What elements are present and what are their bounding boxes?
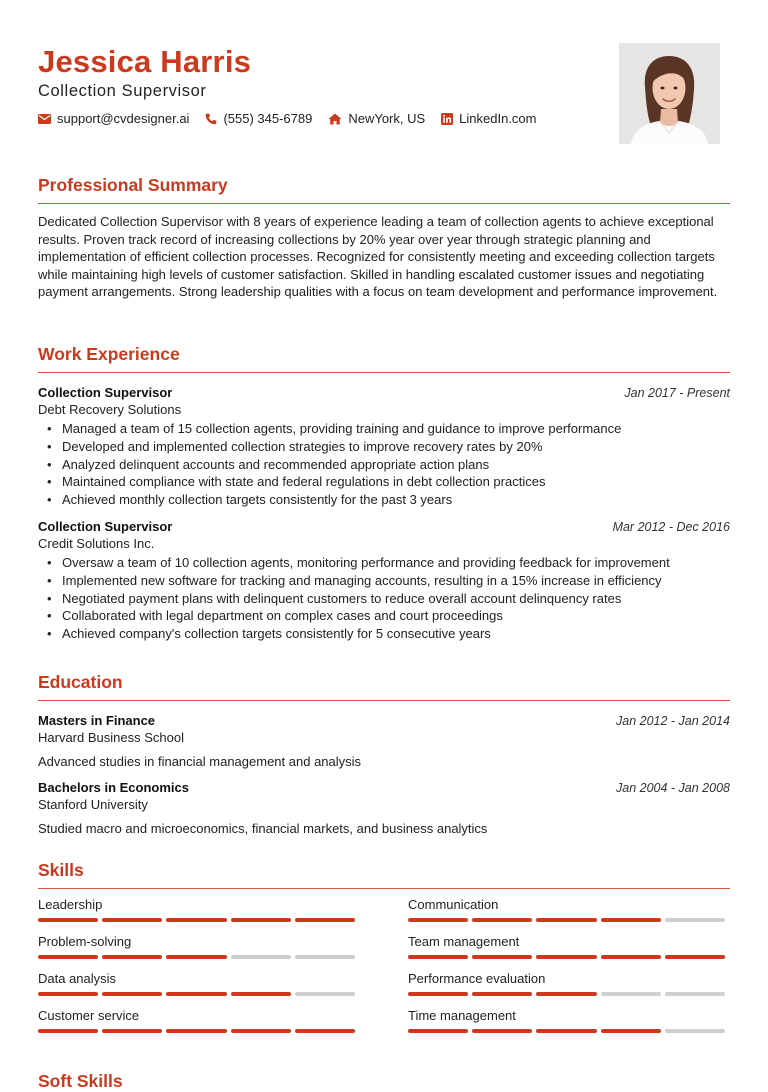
skill-item xyxy=(38,971,359,1008)
skill-segment-empty xyxy=(665,992,725,996)
job-bullets xyxy=(38,420,730,509)
envelope-icon xyxy=(38,114,51,124)
school-name: Stanford University xyxy=(38,797,148,812)
skill-segment-filled xyxy=(295,918,355,922)
school-name: Harvard Business School xyxy=(38,730,184,745)
skill-segment-filled xyxy=(231,992,291,996)
linkedin-icon xyxy=(441,113,453,125)
skill-name: Communication xyxy=(408,897,499,912)
skill-segment-filled xyxy=(536,955,596,959)
skill-segment-filled xyxy=(472,1029,532,1033)
skill-segment-filled xyxy=(472,918,532,922)
skill-name: Problem-solving xyxy=(38,934,132,949)
skill-segment-filled xyxy=(38,1029,98,1033)
contact-location-text: NewYork, US xyxy=(348,111,426,126)
skill-level-bar xyxy=(38,992,359,996)
skill-level-bar xyxy=(38,955,359,959)
candidate-name: Jessica Harris xyxy=(38,44,252,79)
candidate-title: Collection Supervisor xyxy=(38,82,207,100)
skill-segment-filled xyxy=(102,955,162,959)
skill-name: Leadership xyxy=(38,897,103,912)
skill-segment-filled xyxy=(166,992,226,996)
summary-section xyxy=(38,174,730,301)
job-bullet: • Developed and implemented collection strategies to improve recovery rates by 20% xyxy=(38,438,730,456)
job-entry xyxy=(38,518,730,643)
skill-segment-empty xyxy=(295,955,355,959)
skill-segment-filled xyxy=(102,1029,162,1033)
skill-segment-filled xyxy=(408,992,468,996)
skill-segment-filled xyxy=(601,918,661,922)
job-title: Collection Supervisor xyxy=(38,385,173,400)
resume-header xyxy=(38,44,598,126)
degree-name: Bachelors in Economics xyxy=(38,780,189,795)
skill-segment-filled xyxy=(536,918,596,922)
skills-heading: Skills xyxy=(38,860,84,880)
education-entry xyxy=(38,712,730,770)
summary-text: Dedicated Collection Supervisor with 8 years of experience leading a team of collection agents to achieve exceptional results. Proven track record of increasing collections by 20% year over year through strategic planning and implementation of efficient collection processes. Recognized for consistently meeting and exceeding collection targets while maintaining high levels of customer satisfaction. Skilled in handling escalated customer issues and negotiating payment arrangements. Strong leadership qualities with a focus on team development and performance improvement. xyxy=(38,214,718,300)
skill-item xyxy=(408,897,729,934)
education-description: Advanced studies in financial management and analysis xyxy=(38,754,362,769)
job-bullet: • Managed a team of 15 collection agents, providing training and guidance to improve performance xyxy=(38,420,730,438)
education-entry xyxy=(38,779,730,837)
home-icon xyxy=(328,113,342,125)
skill-level-bar xyxy=(408,918,729,922)
profile-photo xyxy=(619,43,720,144)
contact-email[interactable] xyxy=(38,111,189,126)
skill-item xyxy=(38,897,359,934)
skill-segment-empty xyxy=(295,992,355,996)
skill-segment-filled xyxy=(102,918,162,922)
education-dates: Jan 2012 - Jan 2014 xyxy=(616,714,730,728)
experience-divider xyxy=(38,372,730,373)
skill-segment-filled xyxy=(102,992,162,996)
skill-level-bar xyxy=(408,1029,729,1033)
skill-segment-filled xyxy=(166,918,226,922)
job-entry xyxy=(38,384,730,509)
education-dates: Jan 2004 - Jan 2008 xyxy=(616,781,730,795)
skill-segment-filled xyxy=(601,955,661,959)
phone-icon xyxy=(205,113,217,125)
skill-segment-filled xyxy=(408,1029,468,1033)
skill-level-bar xyxy=(408,955,729,959)
job-bullet: • Maintained compliance with state and federal regulations in debt collection practices xyxy=(38,473,730,491)
skill-segment-empty xyxy=(231,955,291,959)
experience-heading: Work Experience xyxy=(38,344,180,364)
contact-linkedin-text: LinkedIn.com xyxy=(459,111,537,126)
education-description: Studied macro and microeconomics, financial markets, and business analytics xyxy=(38,821,488,836)
soft-skills-section xyxy=(38,1070,730,1092)
skills-divider xyxy=(38,888,730,889)
job-bullets xyxy=(38,554,730,643)
skill-segment-filled xyxy=(472,955,532,959)
skill-item xyxy=(38,1008,359,1045)
skill-name: Customer service xyxy=(38,1008,140,1023)
skills-section xyxy=(38,859,730,1045)
contact-phone[interactable] xyxy=(205,111,312,126)
portrait-illustration xyxy=(619,43,720,144)
summary-divider xyxy=(38,203,730,204)
skills-grid xyxy=(38,897,730,1045)
job-company: Debt Recovery Solutions xyxy=(38,402,182,417)
skill-segment-filled xyxy=(231,918,291,922)
job-title: Collection Supervisor xyxy=(38,518,173,534)
skill-segment-filled xyxy=(38,955,98,959)
job-bullet: • Analyzed delinquent accounts and recommended appropriate action plans xyxy=(38,456,730,474)
education-divider xyxy=(38,700,730,701)
skill-item xyxy=(408,1008,729,1045)
skill-segment-filled xyxy=(665,955,725,959)
experience-section xyxy=(38,343,730,643)
skill-segment-filled xyxy=(166,955,226,959)
job-bullet: • Achieved monthly collection targets consistently for the past 3 years xyxy=(38,491,730,509)
skill-segment-filled xyxy=(601,1029,661,1033)
job-company: Credit Solutions Inc. xyxy=(38,535,155,551)
summary-heading: Professional Summary xyxy=(38,175,228,195)
contact-phone-text: (555) 345-6789 xyxy=(223,111,313,126)
skill-segment-filled xyxy=(38,918,98,922)
skill-name: Time management xyxy=(408,1008,516,1023)
skill-item xyxy=(408,934,729,971)
job-bullet: • Negotiated payment plans with delinquent customers to reduce overall account delinquency rates xyxy=(38,590,730,608)
skill-segment-filled xyxy=(231,1029,291,1033)
soft-skills-heading: Soft Skills xyxy=(38,1071,123,1091)
skill-name: Data analysis xyxy=(38,971,117,986)
skill-segment-filled xyxy=(472,992,532,996)
contact-email-text: support@cvdesigner.ai xyxy=(57,111,190,126)
skill-segment-filled xyxy=(536,1029,596,1033)
job-dates: Mar 2012 - Dec 2016 xyxy=(612,519,730,534)
skill-item xyxy=(408,971,729,1008)
skill-name: Performance evaluation xyxy=(408,971,546,986)
job-bullet: • Implemented new software for tracking and managing accounts, resulting in a 15% increase in efficiency xyxy=(38,572,730,590)
skill-segment-filled xyxy=(536,992,596,996)
education-section xyxy=(38,671,730,837)
contact-location xyxy=(328,111,425,126)
skill-item xyxy=(38,934,359,971)
degree-name: Masters in Finance xyxy=(38,713,156,728)
skill-segment-empty xyxy=(665,1029,725,1033)
skill-level-bar xyxy=(408,992,729,996)
skill-segment-filled xyxy=(408,918,468,922)
job-bullet: • Achieved company's collection targets consistently for 5 consecutive years xyxy=(38,625,730,643)
contact-linkedin[interactable] xyxy=(441,111,536,126)
job-bullet: • Collaborated with legal department on complex cases and court proceedings xyxy=(38,607,730,625)
skill-segment-filled xyxy=(408,955,468,959)
skill-name: Team management xyxy=(408,934,520,949)
skill-segment-empty xyxy=(665,918,725,922)
job-dates: Jan 2017 - Present xyxy=(624,386,730,400)
education-heading: Education xyxy=(38,672,123,692)
skill-level-bar xyxy=(38,1029,359,1033)
job-bullet: • Oversaw a team of 10 collection agents, monitoring performance and providing feedback for improvement xyxy=(38,554,730,572)
skill-segment-filled xyxy=(295,1029,355,1033)
contact-row xyxy=(38,111,598,126)
skill-segment-filled xyxy=(38,992,98,996)
skill-segment-filled xyxy=(166,1029,226,1033)
skill-level-bar xyxy=(38,918,359,922)
skill-segment-empty xyxy=(601,992,661,996)
